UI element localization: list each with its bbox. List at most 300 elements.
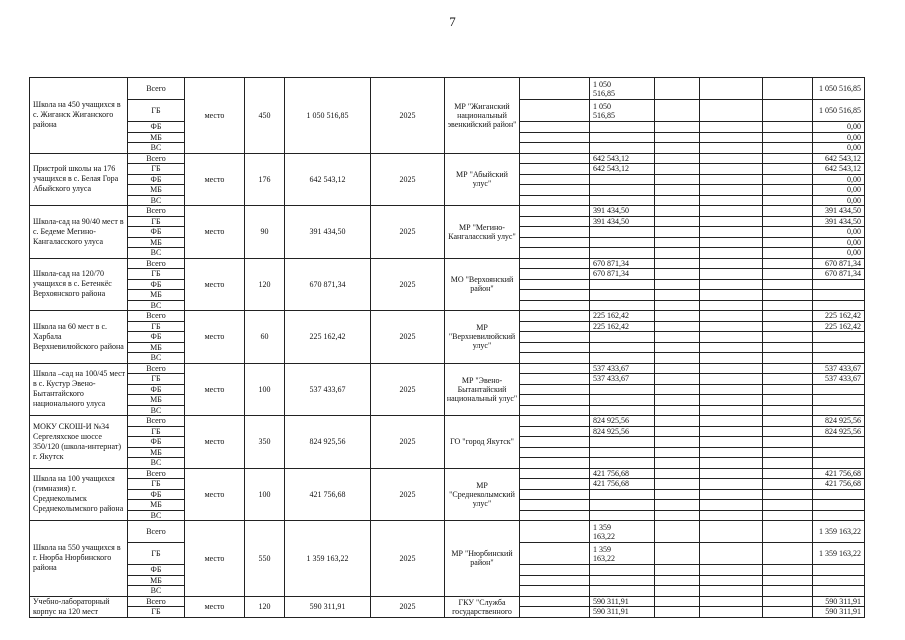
total-amount: 391 434,50 [813,206,865,217]
funding-source: Всего [128,363,185,374]
empty-cell [763,353,813,364]
unit-cell: место [185,258,245,311]
year-cell: 2025 [371,153,445,206]
empty-cell [520,174,590,185]
empty-cell [520,206,590,217]
total-amount: 0,00 [813,174,865,185]
current-year-amount: 391 434,50 [590,216,655,227]
empty-cell [763,363,813,374]
funding-source: ФБ [128,384,185,395]
empty-cell [520,575,590,586]
empty-cell [700,300,763,311]
capacity-cell: 550 [245,521,285,597]
funding-source: ВС [128,300,185,311]
empty-cell [763,342,813,353]
empty-cell [655,342,700,353]
current-year-amount [590,437,655,448]
current-year-amount [590,279,655,290]
total-amount [813,332,865,343]
empty-cell [700,521,763,543]
funding-source: ГБ [128,607,185,618]
investment-table [29,77,865,618]
empty-cell [655,607,700,618]
funding-source: ФБ [128,279,185,290]
organization-cell: МР "Верхневилюйский улус" [445,311,520,364]
total-amount: 590 311,91 [813,607,865,618]
empty-cell [520,237,590,248]
funding-source: ФБ [128,122,185,133]
total-amount: 0,00 [813,122,865,133]
capacity-cell: 120 [245,258,285,311]
empty-cell [763,395,813,406]
funding-source: ФБ [128,174,185,185]
table-row [30,78,865,100]
current-year-amount [590,185,655,196]
total-amount [813,437,865,448]
cost-cell: 421 756,68 [285,468,371,521]
table-row [30,416,865,427]
total-amount [813,458,865,469]
empty-cell [700,416,763,427]
organization-cell: ГКУ "Служба государственного [445,596,520,617]
empty-cell [700,426,763,437]
empty-cell [520,332,590,343]
empty-cell [700,374,763,385]
empty-cell [700,543,763,565]
empty-cell [520,416,590,427]
total-amount: 421 756,68 [813,479,865,490]
empty-cell [655,586,700,597]
current-year-amount [590,174,655,185]
empty-cell [700,384,763,395]
funding-source: ВС [128,405,185,416]
empty-cell [655,78,700,100]
empty-cell [655,500,700,511]
empty-cell [655,100,700,122]
total-amount: 0,00 [813,195,865,206]
total-amount: 421 756,68 [813,468,865,479]
empty-cell [655,543,700,565]
empty-cell [655,279,700,290]
current-year-amount [590,384,655,395]
empty-cell [655,321,700,332]
total-amount: 0,00 [813,227,865,238]
empty-cell [763,416,813,427]
total-amount [813,395,865,406]
empty-cell [655,479,700,490]
empty-cell [655,353,700,364]
empty-cell [520,405,590,416]
empty-cell [520,489,590,500]
empty-cell [700,565,763,576]
empty-cell [520,279,590,290]
empty-cell [520,321,590,332]
unit-cell: место [185,596,245,617]
unit-cell: место [185,311,245,364]
empty-cell [763,332,813,343]
empty-cell [700,510,763,521]
cost-cell: 670 871,34 [285,258,371,311]
current-year-amount: 590 311,91 [590,607,655,618]
empty-cell [520,447,590,458]
empty-cell [700,185,763,196]
current-year-amount [590,132,655,143]
empty-cell [700,479,763,490]
empty-cell [520,426,590,437]
table-body [30,78,865,618]
total-amount: 225 162,42 [813,321,865,332]
empty-cell [655,185,700,196]
empty-cell [520,290,590,301]
current-year-amount: 421 756,68 [590,479,655,490]
current-year-amount [590,342,655,353]
organization-cell: ГО "город Якутск" [445,416,520,469]
empty-cell [655,363,700,374]
empty-cell [763,269,813,280]
year-cell: 2025 [371,311,445,364]
current-year-amount [590,300,655,311]
empty-cell [700,216,763,227]
empty-cell [655,143,700,154]
funding-source: Всего [128,468,185,479]
table-row [30,258,865,269]
current-year-amount [590,290,655,301]
empty-cell [655,237,700,248]
empty-cell [763,374,813,385]
current-year-amount [590,458,655,469]
project-name: Школа-сад на 120/70 учащихся в с. Бетенкёс Верхоянского района [30,258,128,311]
funding-source: ВС [128,248,185,259]
empty-cell [520,437,590,448]
empty-cell [763,279,813,290]
empty-cell [655,122,700,133]
total-amount: 1 050 516,85 [813,100,865,122]
current-year-amount [590,500,655,511]
total-amount [813,575,865,586]
funding-source: Всего [128,521,185,543]
current-year-amount [590,405,655,416]
empty-cell [520,216,590,227]
total-amount: 0,00 [813,237,865,248]
empty-cell [700,500,763,511]
current-year-amount: 1 050 516,85 [590,78,655,100]
empty-cell [700,468,763,479]
total-amount: 1 359 163,22 [813,521,865,543]
year-cell: 2025 [371,521,445,597]
empty-cell [700,353,763,364]
cost-cell: 537 433,67 [285,363,371,416]
empty-cell [700,269,763,280]
empty-cell [520,596,590,607]
funding-source: МБ [128,132,185,143]
project-name: Школа на 100 учащихся (гимназия) г. Среднеколымск Среднеколымского района [30,468,128,521]
total-amount: 642 543,12 [813,164,865,175]
funding-source: Всего [128,206,185,217]
empty-cell [700,332,763,343]
empty-cell [520,521,590,543]
current-year-amount: 1 050 516,85 [590,100,655,122]
funding-source: Всего [128,596,185,607]
empty-cell [520,510,590,521]
empty-cell [655,164,700,175]
empty-cell [655,300,700,311]
funding-source: ФБ [128,565,185,576]
empty-cell [520,353,590,364]
current-year-amount [590,586,655,597]
funding-source: МБ [128,575,185,586]
empty-cell [520,586,590,597]
organization-cell: МР "Эвено-Бытантайский национальный улус" [445,363,520,416]
funding-source: Всего [128,78,185,100]
year-cell: 2025 [371,258,445,311]
current-year-amount [590,248,655,259]
capacity-cell: 176 [245,153,285,206]
empty-cell [700,78,763,100]
empty-cell [520,468,590,479]
cost-cell: 1 359 163,22 [285,521,371,597]
empty-cell [700,586,763,597]
year-cell: 2025 [371,206,445,259]
empty-cell [655,258,700,269]
empty-cell [700,607,763,618]
table-row [30,311,865,322]
funding-source: ГБ [128,543,185,565]
empty-cell [655,510,700,521]
empty-cell [700,290,763,301]
empty-cell [520,132,590,143]
empty-cell [700,237,763,248]
empty-cell [700,122,763,133]
empty-cell [520,78,590,100]
empty-cell [655,416,700,427]
empty-cell [700,195,763,206]
empty-cell [763,237,813,248]
current-year-amount [590,237,655,248]
funding-source: МБ [128,237,185,248]
capacity-cell: 60 [245,311,285,364]
empty-cell [520,153,590,164]
total-amount [813,300,865,311]
empty-cell [763,596,813,607]
year-cell: 2025 [371,468,445,521]
empty-cell [655,426,700,437]
funding-source: ВС [128,195,185,206]
table-row [30,153,865,164]
current-year-amount [590,447,655,458]
empty-cell [520,458,590,469]
empty-cell [763,575,813,586]
total-amount: 590 311,91 [813,596,865,607]
empty-cell [763,216,813,227]
funding-source: МБ [128,500,185,511]
current-year-amount: 590 311,91 [590,596,655,607]
empty-cell [520,185,590,196]
total-amount [813,342,865,353]
empty-cell [700,342,763,353]
empty-cell [763,195,813,206]
funding-source: ФБ [128,489,185,500]
funding-source: ФБ [128,227,185,238]
current-year-amount: 824 925,56 [590,416,655,427]
empty-cell [700,405,763,416]
empty-cell [655,565,700,576]
empty-cell [700,489,763,500]
current-year-amount [590,395,655,406]
total-amount: 1 050 516,85 [813,78,865,100]
empty-cell [655,195,700,206]
empty-cell [763,290,813,301]
empty-cell [655,395,700,406]
unit-cell: место [185,78,245,154]
empty-cell [700,153,763,164]
project-name: МОКУ СКОШ-И №34 Сергеляхское шоссе 350/120 (школа-интернат) г. Якутск [30,416,128,469]
empty-cell [763,258,813,269]
total-amount [813,353,865,364]
empty-cell [700,248,763,259]
empty-cell [655,153,700,164]
empty-cell [763,78,813,100]
empty-cell [520,565,590,576]
total-amount: 537 433,67 [813,374,865,385]
unit-cell: место [185,416,245,469]
funding-source: МБ [128,290,185,301]
total-amount: 225 162,42 [813,311,865,322]
capacity-cell: 450 [245,78,285,154]
funding-source: ГБ [128,269,185,280]
empty-cell [763,122,813,133]
current-year-amount: 642 543,12 [590,153,655,164]
table-row [30,596,865,607]
organization-cell: МР "Нюрбинский район" [445,521,520,597]
empty-cell [520,300,590,311]
current-year-amount [590,122,655,133]
unit-cell: место [185,153,245,206]
funding-source: Всего [128,153,185,164]
project-name: Школа –сад на 100/45 мест в с. Кустур Эвено-Бытантайского национального улуса [30,363,128,416]
organization-cell: МР "Мегино-Кангаласский улус" [445,206,520,259]
total-amount: 0,00 [813,132,865,143]
empty-cell [763,543,813,565]
empty-cell [763,447,813,458]
empty-cell [700,206,763,217]
funding-source: ГБ [128,321,185,332]
empty-cell [763,437,813,448]
funding-source: Всего [128,416,185,427]
capacity-cell: 350 [245,416,285,469]
total-amount [813,586,865,597]
empty-cell [700,575,763,586]
funding-source: МБ [128,395,185,406]
empty-cell [700,279,763,290]
project-name: Школа на 450 учащихся в с. Жиганск Жиганского района [30,78,128,154]
table-row [30,363,865,374]
funding-source: ГБ [128,100,185,122]
empty-cell [520,395,590,406]
total-amount [813,510,865,521]
empty-cell [700,100,763,122]
empty-cell [763,607,813,618]
project-name: Пристрой школы на 176 учащихся в с. Белая Гора Абыйского улуса [30,153,128,206]
project-name: Школа-сад на 90/40 мест в с. Бедеме Мегино-Кангаласского улуса [30,206,128,259]
empty-cell [763,384,813,395]
empty-cell [700,164,763,175]
empty-cell [655,132,700,143]
current-year-amount: 537 433,67 [590,374,655,385]
capacity-cell: 100 [245,468,285,521]
empty-cell [520,248,590,259]
empty-cell [655,332,700,343]
current-year-amount: 225 162,42 [590,321,655,332]
year-cell: 2025 [371,596,445,617]
empty-cell [700,437,763,448]
total-amount [813,489,865,500]
current-year-amount [590,143,655,154]
empty-cell [763,132,813,143]
empty-cell [655,596,700,607]
funding-source: ГБ [128,426,185,437]
total-amount: 1 359 163,22 [813,543,865,565]
total-amount: 824 925,56 [813,426,865,437]
table-row [30,521,865,543]
empty-cell [655,311,700,322]
empty-cell [655,290,700,301]
current-year-amount [590,489,655,500]
empty-cell [763,426,813,437]
empty-cell [520,227,590,238]
empty-cell [763,489,813,500]
current-year-amount [590,575,655,586]
current-year-amount: 670 871,34 [590,258,655,269]
empty-cell [520,164,590,175]
organization-cell: МО "Верхоянский район" [445,258,520,311]
funding-source: МБ [128,185,185,196]
capacity-cell: 90 [245,206,285,259]
empty-cell [520,363,590,374]
unit-cell: место [185,521,245,597]
project-name: Учебно-лабораторный корпус на 120 мест [30,596,128,617]
empty-cell [763,174,813,185]
empty-cell [700,311,763,322]
total-amount: 670 871,34 [813,258,865,269]
current-year-amount: 1 359 163,22 [590,521,655,543]
unit-cell: место [185,468,245,521]
funding-source: МБ [128,342,185,353]
empty-cell [655,216,700,227]
cost-cell: 642 543,12 [285,153,371,206]
current-year-amount [590,227,655,238]
empty-cell [655,248,700,259]
empty-cell [763,586,813,597]
empty-cell [520,100,590,122]
funding-source: ГБ [128,164,185,175]
total-amount [813,290,865,301]
project-name: Школа на 550 учащихся в г. Нюрба Нюрбинского района [30,521,128,597]
current-year-amount: 670 871,34 [590,269,655,280]
empty-cell [655,489,700,500]
total-amount [813,384,865,395]
empty-cell [655,468,700,479]
empty-cell [763,321,813,332]
funding-source: ВС [128,143,185,154]
current-year-amount [590,565,655,576]
current-year-amount [590,353,655,364]
empty-cell [700,458,763,469]
empty-cell [655,575,700,586]
empty-cell [655,437,700,448]
empty-cell [763,405,813,416]
year-cell: 2025 [371,416,445,469]
empty-cell [520,195,590,206]
